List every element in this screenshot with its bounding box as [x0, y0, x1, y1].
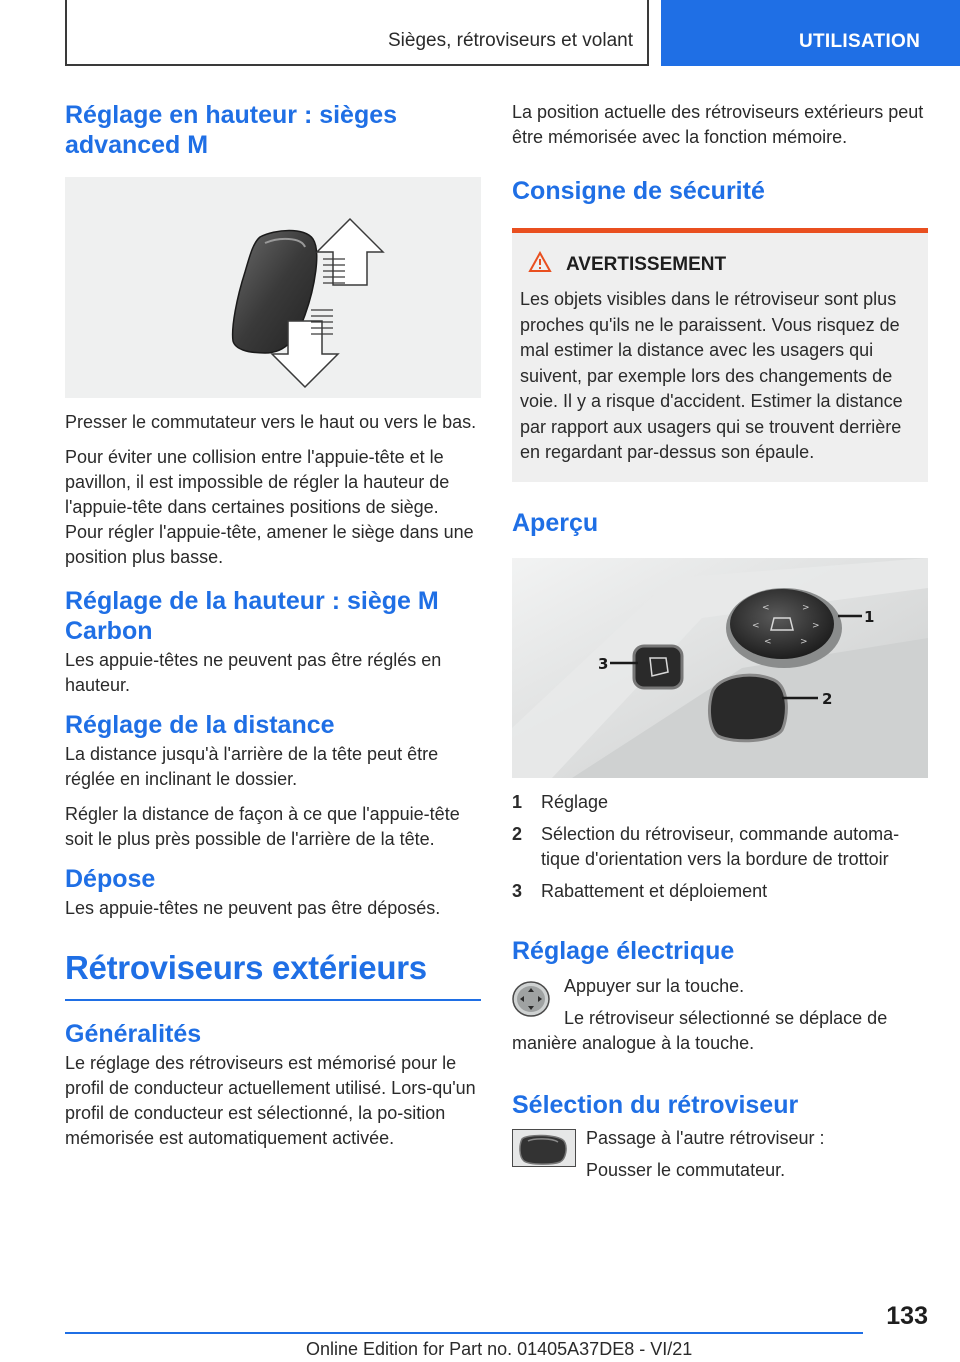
- chapter-tab-label: UTILISATION: [799, 31, 921, 52]
- paragraph-deplace-line1: Le rétroviseur sélectionné se déplace de: [564, 1007, 888, 1028]
- svg-text:<: <: [762, 602, 770, 613]
- list-number: 3: [512, 880, 523, 901]
- paragraph-carbon: Les appuie-têtes ne peuvent pas être réglés en hauteur.: [65, 650, 442, 695]
- paragraph-distance-1: La distance jusqu'à l'arrière de la tête peut être réglée en inclinant le dossier.: [65, 744, 439, 789]
- callout-2: 2: [822, 689, 833, 708]
- footer-divider: [65, 1332, 863, 1334]
- heading-retroviseurs-exterieurs: Rétroviseurs extérieurs: [65, 949, 427, 986]
- svg-text:>: >: [812, 620, 820, 631]
- paragraph-distance-2: Régler la distance de façon à ce que l'appuie-tête soit le plus près possible de l'arrière de la tête.: [65, 804, 460, 849]
- electrique-row: [512, 974, 928, 1031]
- warning-header: [528, 251, 920, 279]
- svg-text:>: >: [802, 602, 810, 613]
- list-item: [512, 822, 928, 872]
- heading-hauteur-carbon: Réglage de la hauteur : siège M Carbon: [65, 587, 439, 645]
- paragraph-appuyer: Appuyer sur la touche.: [564, 975, 745, 996]
- paragraph-generalites: Le réglage des rétroviseurs est mémorisé pour le profil de conducteur actuellement utilisé. Lors-qu'un profil de conducteur est sélectionné, la po-sition mémorisée est automatiquement activée.: [65, 1053, 476, 1148]
- paragraph-deplace: manière analogue à la touche.: [512, 1032, 755, 1053]
- legend-list: [512, 790, 928, 904]
- heading-apercu: Aperçu: [512, 508, 599, 537]
- list-text: Rabattement et déploiement: [541, 880, 768, 901]
- svg-text:<: <: [764, 636, 772, 647]
- mirror-controls-illustration: [512, 558, 928, 778]
- heading-selection-retroviseur: Sélection du rétroviseur: [512, 1090, 799, 1119]
- paragraph-memoire: La position actuelle des rétroviseurs extérieurs peut être mémorisée avec la fonction mémoire.: [512, 102, 924, 147]
- svg-text:>: >: [800, 636, 808, 647]
- four-way-button-icon: [512, 980, 550, 1031]
- list-text: Sélection du rétroviseur, commande automa-tique d'orientation vers la bordure de trottoir: [541, 823, 900, 869]
- list-item: [512, 879, 928, 904]
- list-number: 1: [512, 791, 523, 812]
- headrest-switch-figure: [65, 177, 481, 398]
- list-text: Réglage: [541, 791, 609, 812]
- list-number: 2: [512, 823, 523, 844]
- warning-title: AVERTISSEMENT: [566, 254, 727, 275]
- edition-note: Online Edition for Part no. 01405A37DE8 - VI/21: [306, 1339, 693, 1359]
- mirror-selector-switch-icon: [512, 1129, 576, 1183]
- heading-distance: Réglage de la distance: [65, 711, 335, 739]
- paragraph-presser: Presser le commutateur vers le haut ou vers le bas.: [65, 412, 477, 432]
- heading-reglage-electrique: Réglage électrique: [512, 936, 735, 965]
- svg-text:<: <: [752, 620, 760, 631]
- left-column: [65, 100, 481, 1151]
- callout-3: 3: [598, 654, 609, 673]
- heading-generalites: Généralités: [65, 1020, 202, 1048]
- mirror-controls-figure: [512, 558, 928, 778]
- heading-depose: Dépose: [65, 865, 156, 893]
- chapter-divider: [65, 999, 481, 1001]
- paragraph-passage: Passage à l'autre rétroviseur :: [586, 1127, 825, 1148]
- right-column: [512, 100, 928, 1183]
- list-item: [512, 790, 928, 815]
- paragraph-pousser: Pousser le commutateur.: [586, 1159, 786, 1180]
- section-header-box: [65, 0, 649, 66]
- page-header: [0, 0, 960, 66]
- warning-text: Les objets visibles dans le rétroviseur sont plus proches qu'ils ne le paraissent. Vous risquez de mal estimer la distance avec les usagers qui suivent, par exemple lors des changements de voie. Il y a risque d'accident. Estimer la distance par rapport aux usagers qui se trouvent derrière en regardant par-dessus son épaule.: [520, 289, 903, 462]
- warning-box: [512, 228, 928, 482]
- heading-hauteur-advanced-m: Réglage en hauteur : sièges advanced M: [65, 101, 398, 159]
- chapter-tab[interactable]: [661, 0, 960, 66]
- paragraph-depose: Les appuie-têtes ne peuvent pas être déposés.: [65, 898, 441, 918]
- section-title: Sièges, rétroviseurs et volant: [387, 30, 633, 51]
- page-number: 133: [886, 1302, 928, 1330]
- headrest-switch-illustration: [65, 177, 481, 398]
- heading-consigne: Consigne de sécurité: [512, 177, 765, 205]
- warning-triangle-icon: [528, 251, 552, 279]
- callout-1: 1: [864, 607, 875, 626]
- paragraph-collision: Pour éviter une collision entre l'appuie-tête et le pavillon, il est impossible de régler la hauteur de l'appuie-tête dans certaines positions de siège. Pour régler l'appuie-tête, amener le siège dans une position plus basse.: [65, 447, 474, 567]
- selection-row: [512, 1126, 928, 1183]
